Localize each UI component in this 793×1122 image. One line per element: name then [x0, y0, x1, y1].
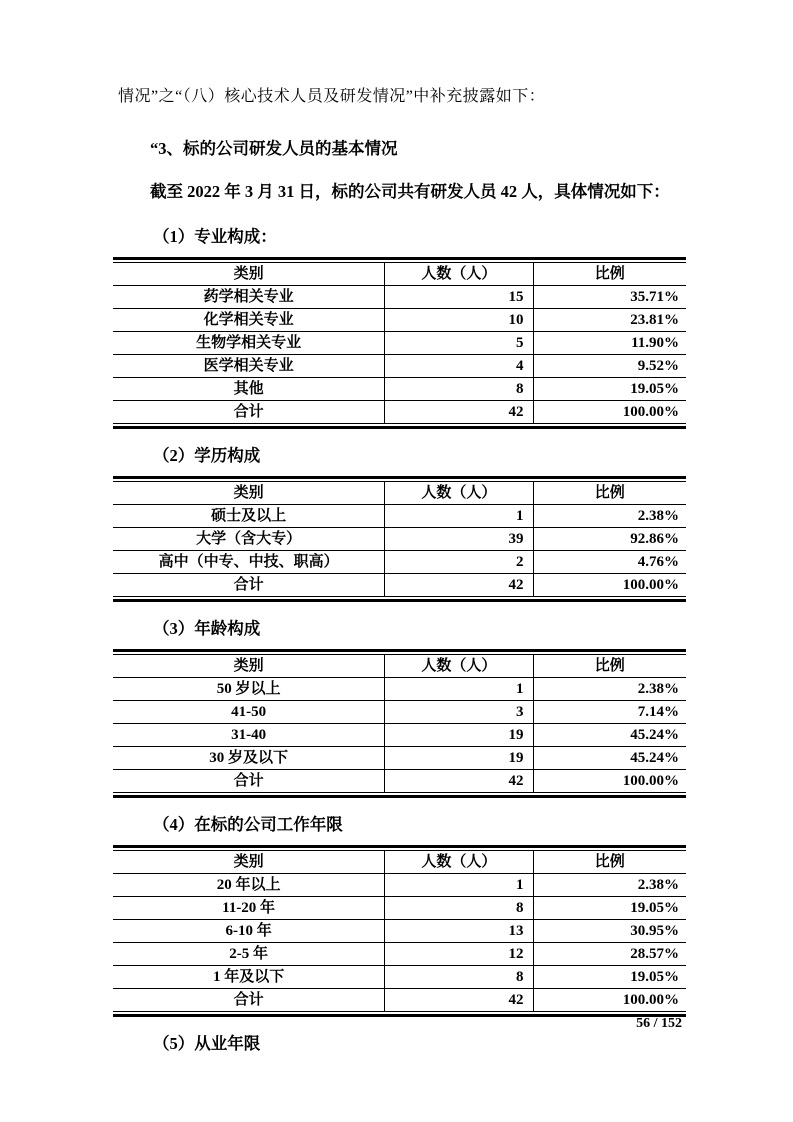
- table-caption-3: （3）年龄构成: [153, 619, 261, 638]
- table-cell: 19.05%: [533, 378, 686, 401]
- table-cell: 19: [385, 724, 533, 747]
- table-cell: 合计: [113, 401, 385, 424]
- table-cell: 19.05%: [533, 897, 686, 920]
- table-cell: 硕士及以上: [113, 505, 385, 528]
- table-cell: 2-5 年: [113, 943, 385, 966]
- table-row: [113, 286, 686, 309]
- table-age-composition: [113, 649, 686, 798]
- table-cell: 其他: [113, 378, 385, 401]
- data-table: [113, 481, 686, 597]
- table-row: [113, 378, 686, 401]
- column-header: 人数（人）: [385, 655, 533, 678]
- table-cell: 31-40: [113, 724, 385, 747]
- column-header: 人数（人）: [385, 482, 533, 505]
- intro-line: 情况”之“（八）核心技术人员及研发情况”中补充披露如下：: [118, 88, 546, 105]
- table-cell: 2: [385, 551, 533, 574]
- table-cell: 药学相关专业: [113, 286, 385, 309]
- table-cell: 100.00%: [533, 989, 686, 1012]
- table-cell: 100.00%: [533, 574, 686, 597]
- table-header-row: [113, 263, 686, 286]
- table-header-row: [113, 482, 686, 505]
- table-row: [113, 528, 686, 551]
- table-caption-1: （1）专业构成：: [153, 227, 277, 246]
- table-cell: 6-10 年: [113, 920, 385, 943]
- table-company-tenure: [113, 845, 686, 1017]
- closing-heading: （5）从业年限: [153, 1034, 261, 1053]
- table-cell: 28.57%: [533, 943, 686, 966]
- table-row: [113, 966, 686, 989]
- table-caption-4: （4）在标的公司工作年限: [153, 815, 343, 834]
- table-cell: 生物学相关专业: [113, 332, 385, 355]
- table-cell: 100.00%: [533, 401, 686, 424]
- column-header: 类别: [233, 853, 264, 870]
- table-header-row: [113, 655, 686, 678]
- table-cell: 8: [385, 897, 533, 920]
- table-profession-composition: [113, 257, 686, 429]
- table-cell: 15: [385, 286, 533, 309]
- table-cell: 19.05%: [533, 966, 686, 989]
- table-row: [113, 770, 686, 793]
- table-cell: 3: [385, 701, 533, 724]
- table-cell: 8: [385, 966, 533, 989]
- table-cell: 化学相关专业: [113, 309, 385, 332]
- table-cell: 2.38%: [533, 678, 686, 701]
- data-table: [113, 262, 686, 424]
- table-cell: 92.86%: [533, 528, 686, 551]
- table-cell: 12: [385, 943, 533, 966]
- table-row: [113, 574, 686, 597]
- table-row: [113, 943, 686, 966]
- table-cell: 100.00%: [533, 770, 686, 793]
- column-header: 比例: [533, 851, 686, 874]
- table-cell: 4: [385, 355, 533, 378]
- table-row: [113, 920, 686, 943]
- table-cell: 4.76%: [533, 551, 686, 574]
- table-row: [113, 309, 686, 332]
- table-cell: 45.24%: [533, 747, 686, 770]
- table-cell: 9.52%: [533, 355, 686, 378]
- column-header: 类别: [233, 484, 264, 501]
- table-caption-2: （2）学历构成: [153, 446, 261, 465]
- intro-paragraph: 截至 2022 年 3 月 31 日，标的公司共有研发人员 42 人，具体情况如下：: [150, 182, 670, 201]
- table-cell: 1: [385, 678, 533, 701]
- table-cell: 合计: [113, 989, 385, 1012]
- page-number: 56 / 152: [636, 1016, 682, 1031]
- table-cell: 45.24%: [533, 724, 686, 747]
- column-header: 类别: [233, 265, 264, 282]
- table-row: [113, 678, 686, 701]
- table-cell: 1 年及以下: [113, 966, 385, 989]
- table-cell: 5: [385, 332, 533, 355]
- data-table: [113, 850, 686, 1012]
- column-header: 人数（人）: [385, 851, 533, 874]
- table-row: [113, 724, 686, 747]
- section-heading: “3、标的公司研发人员的基本情况: [150, 139, 398, 158]
- table-cell: 42: [385, 770, 533, 793]
- table-cell: 19: [385, 747, 533, 770]
- table-row: [113, 332, 686, 355]
- table-education-composition: [113, 476, 686, 602]
- table-cell: 11-20 年: [113, 897, 385, 920]
- table-cell: 高中（中专、中技、职高）: [113, 551, 385, 574]
- table-cell: 41-50: [113, 701, 385, 724]
- table-cell: 合计: [113, 574, 385, 597]
- table-row: [113, 701, 686, 724]
- table-cell: 20 年以上: [113, 874, 385, 897]
- column-header: 比例: [533, 655, 686, 678]
- column-header: 人数（人）: [385, 263, 533, 286]
- data-table: [113, 654, 686, 793]
- table-row: [113, 989, 686, 1012]
- table-cell: 大学（含大专）: [113, 528, 385, 551]
- table-cell: 42: [385, 574, 533, 597]
- table-cell: 30.95%: [533, 920, 686, 943]
- column-header: 比例: [533, 263, 686, 286]
- column-header: 比例: [533, 482, 686, 505]
- table-cell: 合计: [113, 770, 385, 793]
- table-row: [113, 747, 686, 770]
- table-cell: 42: [385, 989, 533, 1012]
- table-row: [113, 897, 686, 920]
- table-cell: 8: [385, 378, 533, 401]
- table-row: [113, 355, 686, 378]
- table-cell: 13: [385, 920, 533, 943]
- table-cell: 10: [385, 309, 533, 332]
- table-row: [113, 505, 686, 528]
- table-row: [113, 874, 686, 897]
- table-cell: 39: [385, 528, 533, 551]
- table-cell: 35.71%: [533, 286, 686, 309]
- table-cell: 23.81%: [533, 309, 686, 332]
- table-cell: 1: [385, 874, 533, 897]
- table-row: [113, 401, 686, 424]
- table-header-row: [113, 851, 686, 874]
- table-cell: 1: [385, 505, 533, 528]
- table-cell: 2.38%: [533, 505, 686, 528]
- table-cell: 11.90%: [533, 332, 686, 355]
- table-cell: 7.14%: [533, 701, 686, 724]
- column-header: 类别: [233, 657, 264, 674]
- table-cell: 30 岁及以下: [113, 747, 385, 770]
- table-cell: 42: [385, 401, 533, 424]
- table-cell: 医学相关专业: [113, 355, 385, 378]
- table-row: [113, 551, 686, 574]
- table-cell: 50 岁以上: [113, 678, 385, 701]
- table-cell: 2.38%: [533, 874, 686, 897]
